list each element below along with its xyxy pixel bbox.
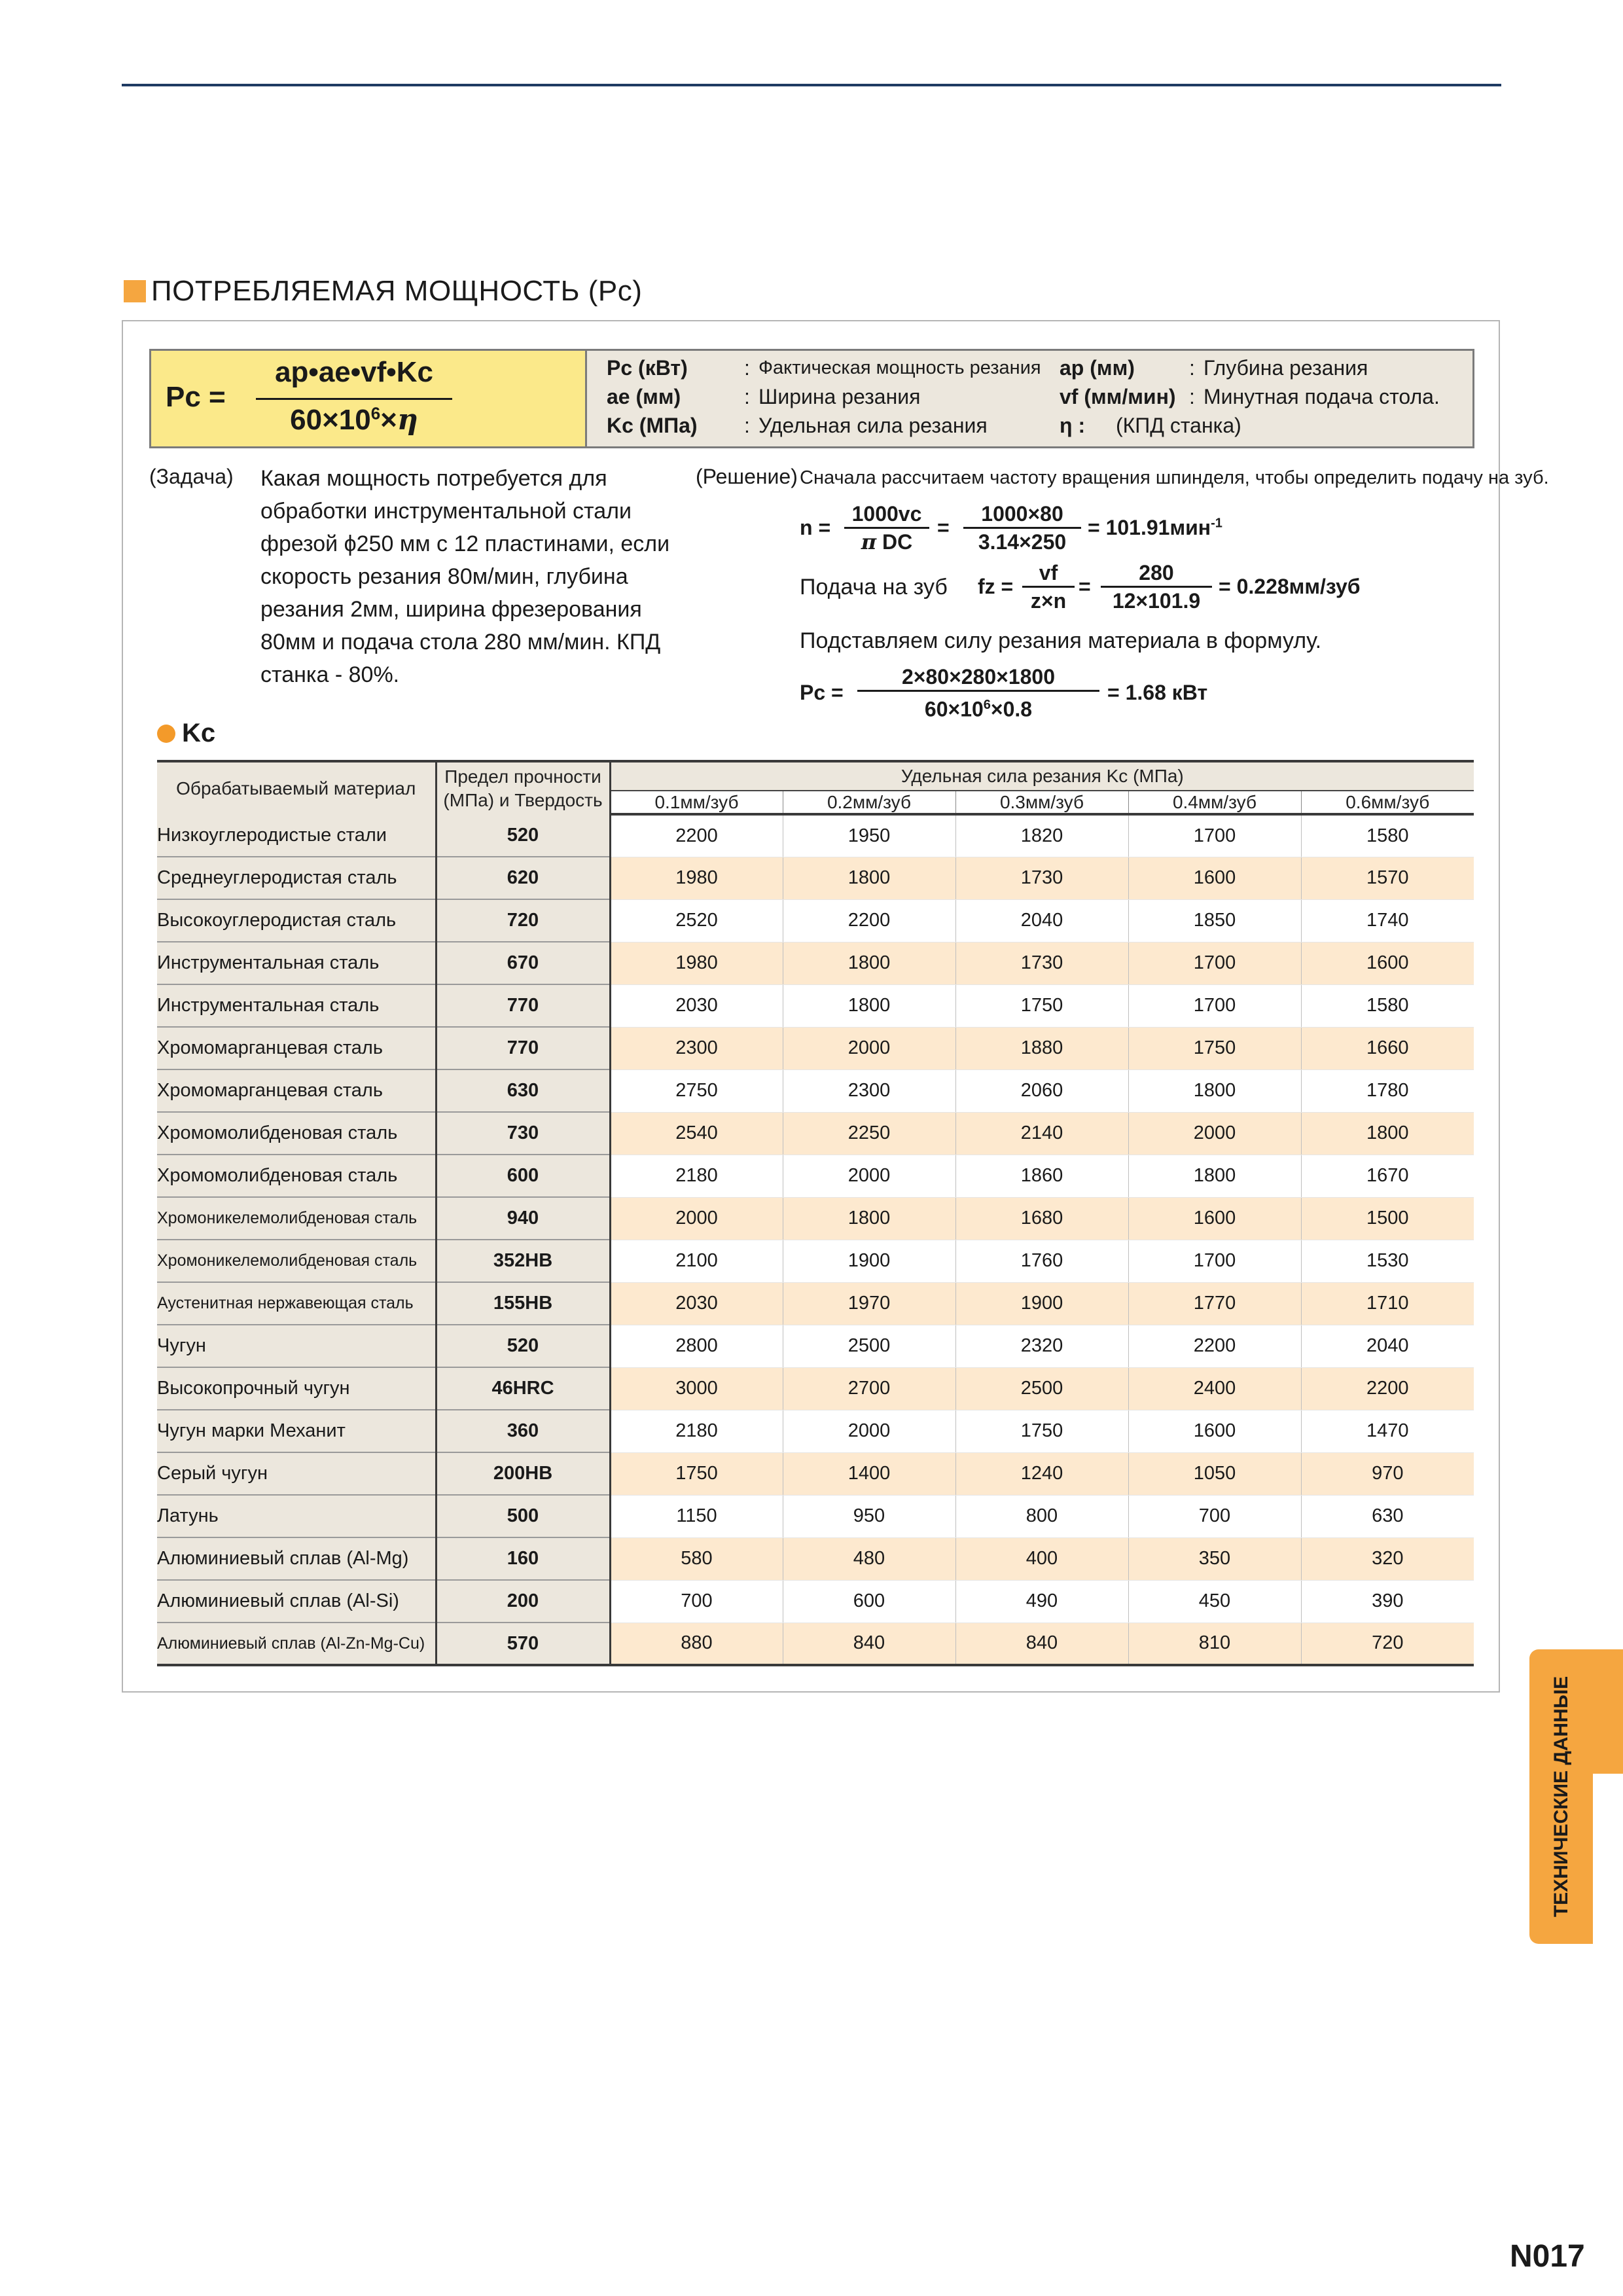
material-cell: Алюминиевый сплав (Al-Mg) <box>157 1537 436 1580</box>
kc-value-cell: 2300 <box>610 1027 783 1069</box>
formula-box <box>149 349 1474 448</box>
kc-value-cell: 2520 <box>610 899 783 942</box>
kc-value-cell: 1600 <box>1128 1197 1301 1240</box>
kc-value-cell: 1900 <box>783 1240 955 1282</box>
strength-cell: 630 <box>436 1069 610 1112</box>
kc-value-cell: 2040 <box>1301 1325 1474 1367</box>
n-eq: = <box>937 516 950 539</box>
def-ap-symbol: ap (мм) <box>1060 356 1135 380</box>
strength-cell: 200 <box>436 1580 610 1623</box>
kc-value-cell: 1530 <box>1301 1240 1474 1282</box>
n-frac2-den: 3.14×250 <box>978 530 1067 554</box>
material-cell: Алюминиевый сплав (Al-Si) <box>157 1580 436 1623</box>
header-feed: 0.6мм/зуб <box>1301 791 1474 814</box>
kc-value-cell: 1970 <box>783 1282 955 1325</box>
kc-value-cell: 1670 <box>1301 1155 1474 1197</box>
fz-lhs: fz = <box>978 575 1014 598</box>
task-text: Какая мощность потребуется для обработки инструментальной стали фрезой ϕ250 мм с 12 пластинами, если скорость резания 80м/мин, глубина резания 2мм, ширина фрезерования 80мм и подача стола 280 мм/мин. КПД станка - 80%. <box>260 466 670 687</box>
pc-den-base: 60×10 <box>924 697 984 721</box>
kc-value-cell: 720 <box>1301 1623 1474 1665</box>
kc-value-cell: 840 <box>955 1623 1128 1665</box>
top-rule <box>122 84 1501 86</box>
kc-value-cell: 1700 <box>1128 1240 1301 1282</box>
header-material: Обрабатываемый материал <box>157 761 436 814</box>
fz-fraction-1 <box>1022 560 1075 614</box>
kc-value-cell: 1950 <box>783 814 955 857</box>
formula-den-exp: 6 <box>370 403 381 423</box>
pc-lhs: Pc = <box>800 681 844 704</box>
def-eta-desc: (КПД станка) <box>1116 414 1241 437</box>
strength-cell: 500 <box>436 1495 610 1537</box>
material-cell: Хромоникелемолибденовая сталь <box>157 1197 436 1240</box>
kc-value-cell: 2500 <box>955 1367 1128 1410</box>
table-row <box>157 1495 1474 1537</box>
pc-frac-num: 2×80×280×1800 <box>901 665 1056 689</box>
pc-frac-den <box>857 692 1099 721</box>
header-force: Удельная сила резания Kc (МПа) <box>610 761 1474 791</box>
strength-cell: 155HB <box>436 1282 610 1325</box>
table-row <box>157 1069 1474 1112</box>
fz-result: = 0.228мм/зуб <box>1219 575 1361 598</box>
def-ae-colon: : <box>744 385 750 408</box>
kc-value-cell: 2030 <box>610 1282 783 1325</box>
header-strength <box>436 761 610 814</box>
fz-frac2-num: 280 <box>1139 561 1174 584</box>
kc-value-cell: 1580 <box>1301 814 1474 857</box>
kc-value-cell: 2030 <box>610 984 783 1027</box>
formula-denominator <box>256 403 452 437</box>
kc-value-cell: 1150 <box>610 1495 783 1537</box>
kc-value-cell: 800 <box>955 1495 1128 1537</box>
kc-value-cell: 2200 <box>1128 1325 1301 1367</box>
pc-fraction <box>857 664 1099 721</box>
kc-value-cell: 2500 <box>783 1325 955 1367</box>
strength-cell: 600 <box>436 1155 610 1197</box>
material-cell: Латунь <box>157 1495 436 1537</box>
def-ae-symbol: ae (мм) <box>607 385 681 408</box>
kc-value-cell: 2750 <box>610 1069 783 1112</box>
material-cell: Чугун марки Механит <box>157 1410 436 1452</box>
kc-value-cell: 1800 <box>783 1197 955 1240</box>
strength-cell: 520 <box>436 1325 610 1367</box>
kc-value-cell: 2200 <box>1301 1367 1474 1410</box>
pc-den-exp: 6 <box>983 698 991 712</box>
kc-value-cell: 1570 <box>1301 857 1474 899</box>
kc-value-cell: 2000 <box>783 1027 955 1069</box>
kc-value-cell: 1760 <box>955 1240 1128 1282</box>
table-row <box>157 1452 1474 1495</box>
kc-value-cell: 840 <box>783 1623 955 1665</box>
kc-value-cell: 700 <box>1128 1495 1301 1537</box>
kc-value-cell: 1850 <box>1128 899 1301 942</box>
n-frac1-den <box>844 529 929 555</box>
kc-value-cell: 1580 <box>1301 984 1474 1027</box>
kc-value-cell: 2400 <box>1128 1367 1301 1410</box>
kc-value-cell: 1730 <box>955 942 1128 984</box>
pc-result: = 1.68 кВт <box>1107 681 1208 704</box>
table-row <box>157 1537 1474 1580</box>
substitute-text: Подставляем силу резания материала в формулу. <box>800 628 1322 653</box>
strength-cell: 730 <box>436 1112 610 1155</box>
strength-cell: 46HRC <box>436 1367 610 1410</box>
table-row <box>157 1155 1474 1197</box>
kc-value-cell: 2320 <box>955 1325 1128 1367</box>
kc-value-cell: 950 <box>783 1495 955 1537</box>
formula-fraction-bar <box>256 398 452 400</box>
n-result <box>1088 516 1222 540</box>
kc-value-cell: 390 <box>1301 1580 1474 1623</box>
kc-value-cell: 1800 <box>783 984 955 1027</box>
kc-value-cell: 2060 <box>955 1069 1128 1112</box>
fz-frac1-num: vf <box>1039 561 1058 584</box>
material-cell: Чугун <box>157 1325 436 1367</box>
formula-lhs: Pc = <box>166 381 226 413</box>
kc-value-cell: 1700 <box>1128 814 1301 857</box>
n-lhs: n = <box>800 516 831 539</box>
material-cell: Высокопрочный чугун <box>157 1367 436 1410</box>
def-ap-colon: : <box>1189 356 1195 380</box>
strength-cell: 620 <box>436 857 610 899</box>
table-row <box>157 1580 1474 1623</box>
table-row <box>157 1325 1474 1367</box>
orange-dot-icon <box>157 725 175 743</box>
kc-value-cell: 1800 <box>1128 1069 1301 1112</box>
table-row <box>157 1623 1474 1665</box>
formula-panel <box>151 351 587 446</box>
kc-value-cell: 2180 <box>610 1155 783 1197</box>
strength-cell: 940 <box>436 1197 610 1240</box>
kc-value-cell: 700 <box>610 1580 783 1623</box>
material-cell: Хромоникелемолибденовая сталь <box>157 1240 436 1282</box>
solution-label: (Решение) <box>696 465 798 488</box>
kc-value-cell: 1800 <box>783 942 955 984</box>
kc-value-cell: 1900 <box>955 1282 1128 1325</box>
kc-value-cell: 2100 <box>610 1240 783 1282</box>
n-frac2-num: 1000×80 <box>981 502 1063 526</box>
kc-value-cell: 1780 <box>1301 1069 1474 1112</box>
kc-value-cell: 1860 <box>955 1155 1128 1197</box>
kc-value-cell: 2250 <box>783 1112 955 1155</box>
orange-square-icon <box>124 280 146 302</box>
task-label: (Задача) <box>149 465 234 488</box>
strength-cell: 770 <box>436 1027 610 1069</box>
kc-value-cell: 1880 <box>955 1027 1128 1069</box>
kc-table <box>157 760 1474 1666</box>
table-row <box>157 1027 1474 1069</box>
section-title-text: ПОТРЕБЛЯЕМАЯ МОЩНОСТЬ (Pc) <box>151 275 643 307</box>
kc-value-cell: 1800 <box>783 857 955 899</box>
fz-fraction-2 <box>1101 560 1212 614</box>
formula-den-eta: η <box>397 403 418 437</box>
n-frac1-den-text: DC <box>882 530 913 554</box>
def-eta-symbol: η : <box>1060 414 1086 437</box>
kc-value-cell: 600 <box>783 1580 955 1623</box>
def-kc-symbol: Kc (МПа) <box>607 414 698 437</box>
fz-eq: = <box>1079 575 1091 598</box>
kc-value-cell: 2200 <box>783 899 955 942</box>
def-pc-colon: : <box>744 356 750 380</box>
kc-value-cell: 1740 <box>1301 899 1474 942</box>
material-cell: Алюминиевый сплав (Al-Zn-Mg-Cu) <box>157 1623 436 1665</box>
kc-value-cell: 490 <box>955 1580 1128 1623</box>
kc-value-cell: 1750 <box>610 1452 783 1495</box>
strength-cell: 160 <box>436 1537 610 1580</box>
kc-value-cell: 1750 <box>955 984 1128 1027</box>
kc-value-cell: 400 <box>955 1537 1128 1580</box>
kc-value-cell: 1600 <box>1301 942 1474 984</box>
strength-cell: 570 <box>436 1623 610 1665</box>
side-tab-label: ТЕХНИЧЕСКИЕ ДАННЫЕ <box>1550 1676 1572 1918</box>
header-feed: 0.3мм/зуб <box>955 791 1128 814</box>
section-title <box>124 275 642 308</box>
strength-cell: 200HB <box>436 1452 610 1495</box>
kc-value-cell: 1700 <box>1128 984 1301 1027</box>
material-cell: Аустенитная нержавеющая сталь <box>157 1282 436 1325</box>
kc-value-cell: 2000 <box>1128 1112 1301 1155</box>
kc-value-cell: 2800 <box>610 1325 783 1367</box>
table-row <box>157 814 1474 857</box>
n-result-text: = 101.91мин <box>1088 516 1211 539</box>
kc-value-cell: 2300 <box>783 1069 955 1112</box>
material-cell: Инструментальная сталь <box>157 942 436 984</box>
table-row <box>157 942 1474 984</box>
table-header-row-1 <box>157 761 1474 791</box>
kc-value-cell: 3000 <box>610 1367 783 1410</box>
kc-value-cell: 1680 <box>955 1197 1128 1240</box>
kc-value-cell: 2700 <box>783 1367 955 1410</box>
kc-value-cell: 1600 <box>1128 857 1301 899</box>
kc-value-cell: 1660 <box>1301 1027 1474 1069</box>
material-cell: Хромомолибденовая сталь <box>157 1155 436 1197</box>
kc-value-cell: 1240 <box>955 1452 1128 1495</box>
table-row <box>157 1367 1474 1410</box>
kc-value-cell: 1400 <box>783 1452 955 1495</box>
table-row <box>157 1240 1474 1282</box>
kc-value-cell: 2000 <box>783 1410 955 1452</box>
kc-value-cell: 2180 <box>610 1410 783 1452</box>
material-cell: Низкоуглеродистые стали <box>157 814 436 857</box>
kc-value-cell: 1800 <box>1301 1112 1474 1155</box>
pi-symbol: π <box>861 529 877 554</box>
table-row <box>157 984 1474 1027</box>
table-row <box>157 1410 1474 1452</box>
page-number: N017 <box>1510 2239 1585 2274</box>
kc-value-cell: 1800 <box>1128 1155 1301 1197</box>
def-ae-desc: Ширина резания <box>758 385 921 408</box>
kc-value-cell: 1600 <box>1128 1410 1301 1452</box>
formula-numerator: ap•ae•vf•Kc <box>275 356 433 388</box>
def-vf-symbol: vf (мм/мин) <box>1060 385 1176 408</box>
kc-value-cell: 1770 <box>1128 1282 1301 1325</box>
definitions-panel <box>587 351 1472 446</box>
n-fraction-1 <box>844 501 929 555</box>
header-feed: 0.1мм/зуб <box>610 791 783 814</box>
material-cell: Хромомолибденовая сталь <box>157 1112 436 1155</box>
def-kc-desc: Удельная сила резания <box>758 414 988 437</box>
kc-value-cell: 480 <box>783 1537 955 1580</box>
kc-value-cell: 2040 <box>955 899 1128 942</box>
solution-intro: Сначала рассчитаем частоту вращения шпинделя, чтобы определить подачу на зуб. <box>800 467 1549 488</box>
kc-value-cell: 810 <box>1128 1623 1301 1665</box>
def-ap-desc: Глубина резания <box>1204 356 1368 380</box>
kc-value-cell: 1980 <box>610 857 783 899</box>
kc-value-cell: 2200 <box>610 814 783 857</box>
strength-cell: 360 <box>436 1410 610 1452</box>
table-row <box>157 1197 1474 1240</box>
material-cell: Инструментальная сталь <box>157 984 436 1027</box>
kc-heading <box>157 719 215 748</box>
kc-value-cell: 1050 <box>1128 1452 1301 1495</box>
def-pc-desc: Фактическая мощность резания <box>758 357 1041 378</box>
material-cell: Серый чугун <box>157 1452 436 1495</box>
kc-value-cell: 1470 <box>1301 1410 1474 1452</box>
header-feed: 0.4мм/зуб <box>1128 791 1301 814</box>
feed-label: Подача на зуб <box>800 575 948 600</box>
kc-value-cell: 1500 <box>1301 1197 1474 1240</box>
kc-value-cell: 1710 <box>1301 1282 1474 1325</box>
kc-value-cell: 1820 <box>955 814 1128 857</box>
strength-cell: 352HB <box>436 1240 610 1282</box>
kc-value-cell: 1980 <box>610 942 783 984</box>
fz-frac2-den: 12×101.9 <box>1112 589 1201 613</box>
table-row <box>157 1112 1474 1155</box>
table-row <box>157 899 1474 942</box>
kc-title: Kc <box>182 719 216 747</box>
formula-den-times: × <box>380 404 397 436</box>
kc-value-cell: 1750 <box>955 1410 1128 1452</box>
strength-cell: 670 <box>436 942 610 984</box>
kc-value-cell: 630 <box>1301 1495 1474 1537</box>
material-cell: Высокоуглеродистая сталь <box>157 899 436 942</box>
kc-value-cell: 880 <box>610 1623 783 1665</box>
strength-cell: 720 <box>436 899 610 942</box>
header-strength-line2: (МПа) и Твердость <box>443 789 603 810</box>
side-tab-extension <box>1574 1649 1623 1774</box>
material-cell: Хромомарганцевая сталь <box>157 1027 436 1069</box>
n-result-exp: -1 <box>1211 516 1222 531</box>
material-cell: Хромомарганцевая сталь <box>157 1069 436 1112</box>
kc-value-cell: 350 <box>1128 1537 1301 1580</box>
header-strength-line1: Предел прочности <box>444 766 601 787</box>
kc-value-cell: 2140 <box>955 1112 1128 1155</box>
kc-value-cell: 970 <box>1301 1452 1474 1495</box>
strength-cell: 520 <box>436 814 610 857</box>
def-vf-desc: Минутная подача стола. <box>1204 385 1440 408</box>
def-kc-colon: : <box>744 414 750 437</box>
fz-frac1-den: z×n <box>1030 589 1067 613</box>
header-feed: 0.2мм/зуб <box>783 791 955 814</box>
kc-value-cell: 450 <box>1128 1580 1301 1623</box>
kc-value-cell: 2000 <box>783 1155 955 1197</box>
strength-cell: 770 <box>436 984 610 1027</box>
kc-value-cell: 320 <box>1301 1537 1474 1580</box>
material-cell: Среднеуглеродистая сталь <box>157 857 436 899</box>
n-fraction-2 <box>963 501 1081 555</box>
table-row <box>157 1282 1474 1325</box>
pc-den-rest: ×0.8 <box>990 697 1033 721</box>
table-row <box>157 857 1474 899</box>
def-pc-symbol: Pc (кВт) <box>607 356 688 380</box>
kc-value-cell: 2540 <box>610 1112 783 1155</box>
formula-den-base: 60×10 <box>290 404 371 436</box>
def-vf-colon: : <box>1189 385 1195 408</box>
kc-value-cell: 1700 <box>1128 942 1301 984</box>
kc-value-cell: 580 <box>610 1537 783 1580</box>
kc-value-cell: 1730 <box>955 857 1128 899</box>
kc-value-cell: 1750 <box>1128 1027 1301 1069</box>
kc-value-cell: 2000 <box>610 1197 783 1240</box>
n-frac1-num: 1000vc <box>851 502 922 526</box>
